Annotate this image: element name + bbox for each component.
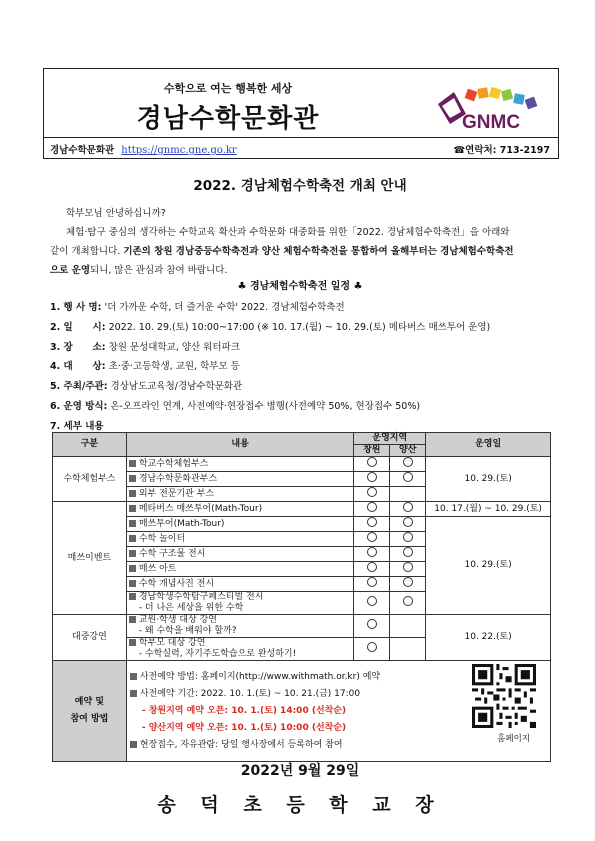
changwon-open: - 창원지역 예약 오픈: 10. 1.(토) 14:00 (선착순) <box>141 705 347 716</box>
slogan: 수학으로 여는 행복한 세상 <box>163 82 293 95</box>
circle-mark <box>403 577 413 587</box>
th-region: 운영지역 <box>354 433 426 445</box>
circle-mark <box>403 562 413 572</box>
header-subrow <box>50 142 550 156</box>
bullet-icon <box>129 505 136 512</box>
intro-line-2 <box>50 242 565 261</box>
table-row: 수학 놀이터 <box>53 532 551 547</box>
bullet-icon <box>129 550 136 557</box>
table-row: 매쓰이벤트 메타버스 매쓰투어(Math-Tour) 10. 17.(월) ~ 10. 29.(토) <box>53 502 551 517</box>
intro-line-3b: 되니, 많은 관심과 참여 바랍니다. <box>90 265 228 276</box>
th-changwon: 창원 <box>354 445 390 457</box>
greeting: 학부모님 안녕하십니까? <box>66 208 166 219</box>
contact-number: ☎연락처: 713-2197 <box>453 145 550 156</box>
day-event: 10. 29.(토) <box>426 517 551 615</box>
circle-mark <box>367 517 377 527</box>
page-title: 경남수학문화관 <box>136 104 320 134</box>
circle-mark <box>367 487 377 497</box>
group-lecture: 대중강연 <box>53 615 127 661</box>
bullet-icon <box>129 535 136 542</box>
document-title: 2022. 경남체험수학축전 개최 안내 <box>193 178 407 194</box>
schedule-item: 4. 대 상: 초·중·고등학생, 교원, 학부모 등 <box>50 361 240 373</box>
table-row: 매쓰 아트 <box>53 562 551 577</box>
bullet-icon <box>129 580 136 587</box>
circle-mark <box>367 577 377 587</box>
gnmc-logo <box>432 84 550 134</box>
reservation-label: 예약 및 참여 방법 <box>53 661 127 762</box>
circle-mark <box>403 547 413 557</box>
table-row: 수학 개념사진 전시 <box>53 577 551 592</box>
homepage-link[interactable]: https://gnmc.gne.go.kr <box>121 145 237 156</box>
circle-mark <box>403 502 413 512</box>
day-metaverse: 10. 17.(월) ~ 10. 29.(토) <box>426 502 551 517</box>
table-row: 경남수학문화관부스 <box>53 472 551 487</box>
bullet-icon <box>129 639 136 646</box>
schedule-item: 7. 세부 내용 <box>50 420 104 432</box>
day-lecture: 10. 22.(토) <box>426 615 551 661</box>
bullet-icon <box>129 490 136 497</box>
circle-mark <box>403 596 413 606</box>
table-row: 대중강연 교원·학생 대상 강연 - 왜 수학을 배워야 할까? 10. 22.(토) <box>53 615 551 638</box>
reservation-period: 사전예약 기간: 2022. 10. 1.(토) ~ 10. 21.(금) 17:00 <box>139 688 361 699</box>
intro-line-3a: 으로 운영 <box>50 265 91 276</box>
circle-mark <box>367 502 377 512</box>
reservation-method: 사전예약 방법: 홈페이지(http://www.withmath.or.kr) 예약 <box>139 671 381 682</box>
bullet-icon <box>129 593 136 600</box>
day-experience: 10. 29.(토) <box>426 457 551 502</box>
intro-line-1: 체험·탐구 중심의 생각하는 수학교육 확산과 수학문화 대중화를 위한「2022. 경남체험수학축전」을 아래와 <box>66 227 510 238</box>
schedule-items <box>50 298 560 437</box>
bullet-icon <box>130 673 137 680</box>
bullet-icon <box>129 520 136 527</box>
qr-caption: 홈페이지 <box>497 734 530 744</box>
reservation-content <box>126 661 550 762</box>
schedule-item: 3. 장 소: 창원 문성대학교, 양산 워터파크 <box>50 341 240 353</box>
qr-code-icon[interactable] <box>472 664 536 728</box>
issue-date: 2022년 9월 29일 <box>240 763 360 779</box>
bullet-icon <box>130 690 137 697</box>
onsite-entry: 현장접수, 자유관람: 당일 행사장에서 등록하여 참여 <box>139 739 343 750</box>
circle-mark <box>403 532 413 542</box>
bullet-icon <box>129 475 136 482</box>
logo-text: GNMC <box>462 112 521 133</box>
org-name: 경남수학문화관 <box>50 145 115 156</box>
schedule-item: 2. 일 시: 2022. 10. 29.(토) 10:00~17:00 (※ 10. 17.(월) ~ 10. 29.(토) 메타버스 매쓰투어 운영) <box>50 321 491 333</box>
circle-mark <box>403 472 413 482</box>
bullet-icon <box>129 460 136 467</box>
table-row: 외부 전문기관 부스 <box>53 487 551 502</box>
divider <box>43 137 559 138</box>
bullet-icon <box>129 565 136 572</box>
detail-table <box>52 432 551 762</box>
schedule-item: 6. 운영 방식: 온-오프라인 연계, 사전예약·현장접수 병행(사전예약 50%, 현장접수 50%) <box>50 400 421 412</box>
circle-mark <box>403 457 413 467</box>
circle-mark <box>367 532 377 542</box>
schedule-item: 5. 주최/주관: 경상남도교육청/경남수학문화관 <box>50 381 243 393</box>
table-row: 수학 구조물 전시 <box>53 547 551 562</box>
circle-mark <box>367 596 377 606</box>
bullet-icon <box>129 616 136 623</box>
group-event: 매쓰이벤트 <box>53 502 127 615</box>
schedule-item: 1. 행 사 명: '더 가까운 수학, 더 즐거운 수학' 2022. 경남체험수학축전 <box>50 302 345 313</box>
circle-mark <box>367 642 377 652</box>
th-category: 구분 <box>53 433 127 457</box>
bullet-icon <box>130 741 137 748</box>
table-row: 수학체험부스 학교수학체험부스 10. 29.(토) <box>53 457 551 472</box>
table-row: 학부모 대상 강연 - 수학실력, 자기주도학습으로 완성하기! <box>53 638 551 661</box>
th-yangsan: 양산 <box>390 445 426 457</box>
circle-mark <box>367 457 377 467</box>
th-content: 내용 <box>126 433 354 457</box>
circle-mark <box>367 472 377 482</box>
intro-line-2b: 기존의 창원 경남중등수학축전과 양산 체험수학축전을 통합하여 올해부터는 경남체험수학축전 <box>123 246 514 257</box>
principal-signature: 송 덕 초 등 학 교 장 <box>157 794 443 816</box>
circle-mark <box>367 619 377 629</box>
reservation-row <box>53 661 551 762</box>
yangsan-open: - 양산지역 예약 오픈: 10. 1.(토) 10:00 (선착순) <box>141 722 347 733</box>
group-experience: 수학체험부스 <box>53 457 127 502</box>
circle-mark <box>367 547 377 557</box>
intro-line-2a: 같이 개최합니다. <box>50 246 124 257</box>
th-day: 운영일 <box>426 433 551 457</box>
schedule-heading: ♣ 경남체험수학축전 일정 ♣ <box>237 281 363 292</box>
table-row: 매쓰투어(Math-Tour) 10. 29.(토) <box>53 517 551 532</box>
circle-mark <box>403 517 413 527</box>
circle-mark <box>367 562 377 572</box>
table-row: 경남학생수학탐구페스티벌 전시 - 더 나은 세상을 위한 수학 <box>53 592 551 615</box>
